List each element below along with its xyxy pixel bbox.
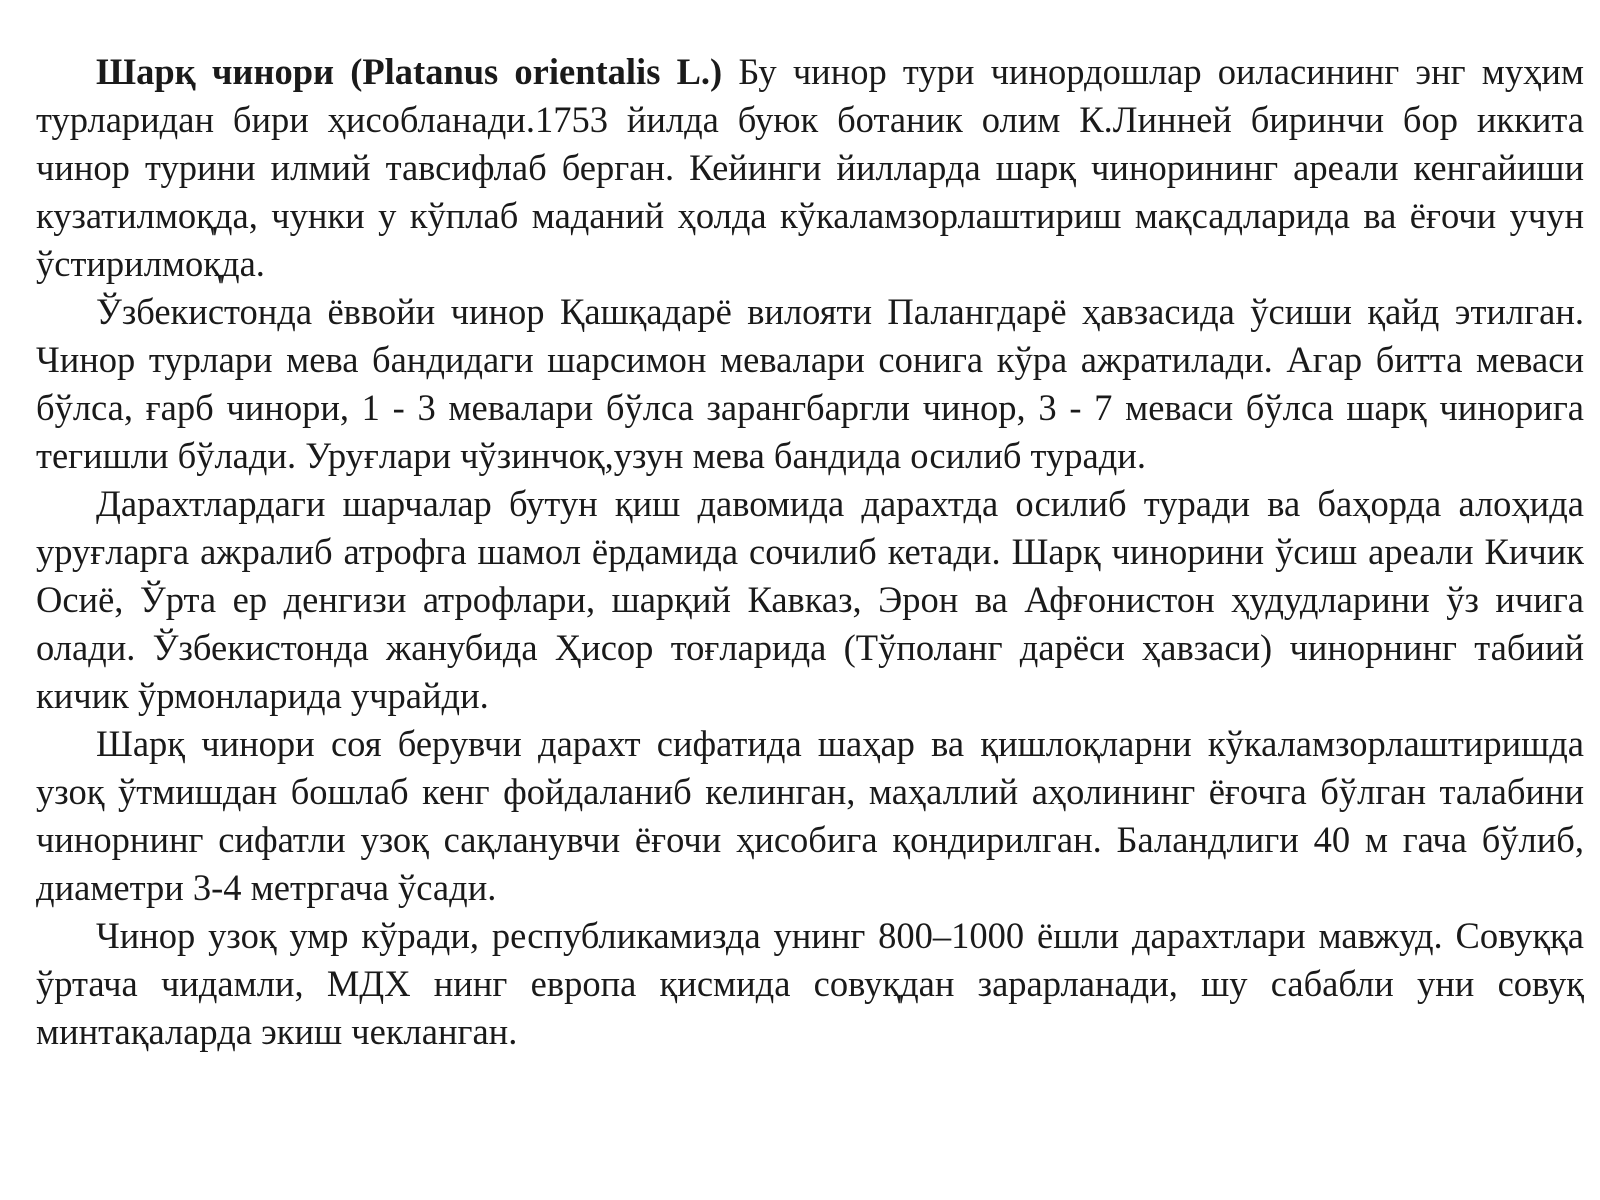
- paragraph-text: Дарахтлардаги шарчалар бутун қиш давомида дарахтда осилиб туради ва баҳорда алоҳида уруғларга ажралиб атрофга шамол ёрдамида сочилиб кетади. Шарқ чинорини ўсиш ареали Кичик Осиё, Ўрта ер денгизи атрофлари, шарқий Кавказ, Эрон ва Афғонистон ҳудудларини ўз ичига олади. Ўзбекистонда жанубида Ҳисор тоғларида (Тўполанг дарёси ҳавзаси) чинорнинг табиий кичик ўрмонларида учрайди.: [36, 483, 1584, 716]
- paragraph-landscaping-use: [36, 720, 1584, 912]
- paragraph-fruit-dispersal: [36, 480, 1584, 720]
- paragraph-text: Бу чинор тури чинордошлар оиласининг энг муҳим турларидан бири ҳисобланади.1753 йилда буюк ботаник олим К.Линней биринчи бор иккита чинор турини илмий тавсифлаб берган. Кейинги йилларда шарқ чинорининг ареали кенгайиши кузатилмоқда, чунки у кўплаб маданий ҳолда кўкаламзорлаштириш мақсадларида ва ёғочи учун ўстирилмоқда.: [36, 51, 1584, 284]
- paragraph-uzbekistan-distribution: [36, 288, 1584, 480]
- paragraph-text: Чинор узоқ умр кўради, республикамизда унинг 800–1000 ёшли дарахтлари мавжуд. Совуққа ўртача чидамли, МДХ нинг европа қисмида совуқдан зарарланади, шу сабабли уни совуқ минтақаларда экиш чекланган.: [36, 915, 1584, 1052]
- paragraph-longevity: [36, 912, 1584, 1056]
- paragraph-platanus-intro: [36, 48, 1584, 288]
- paragraph-text: Ўзбекистонда ёввойи чинор Қашқадарё вилояти Палангдарё ҳавзасида ўсиши қайд этилган. Чинор турлари мева бандидаги шарсимон мевалари сонига кўра ажратилади. Агар битта меваси бўлса, ғарб чинори, 1 - 3 мевалари бўлса зарангбаргли чинор, 3 - 7 меваси бўлса шарқ чинорига тегишли бўлади. Уруғлари чўзинчоқ,узун мева бандида осилиб туради.: [36, 291, 1584, 476]
- paragraph-text: Шарқ чинори соя берувчи дарахт сифатида шаҳар ва қишлоқларни кўкаламзорлаштиришда узоқ ўтмишдан бошлаб кенг фойдаланиб келинган, маҳаллий аҳолининг ёғочга бўлган талабини чинорнинг сифатли узоқ сақланувчи ёғочи ҳисобига қондирилган. Баландлиги 40 м гача бўлиб, диаметри 3-4 метргача ўсади.: [36, 723, 1584, 908]
- document-body: [36, 48, 1584, 1056]
- paragraph-lead-title: Шарқ чинори (Platanus orientalis L.): [96, 51, 723, 92]
